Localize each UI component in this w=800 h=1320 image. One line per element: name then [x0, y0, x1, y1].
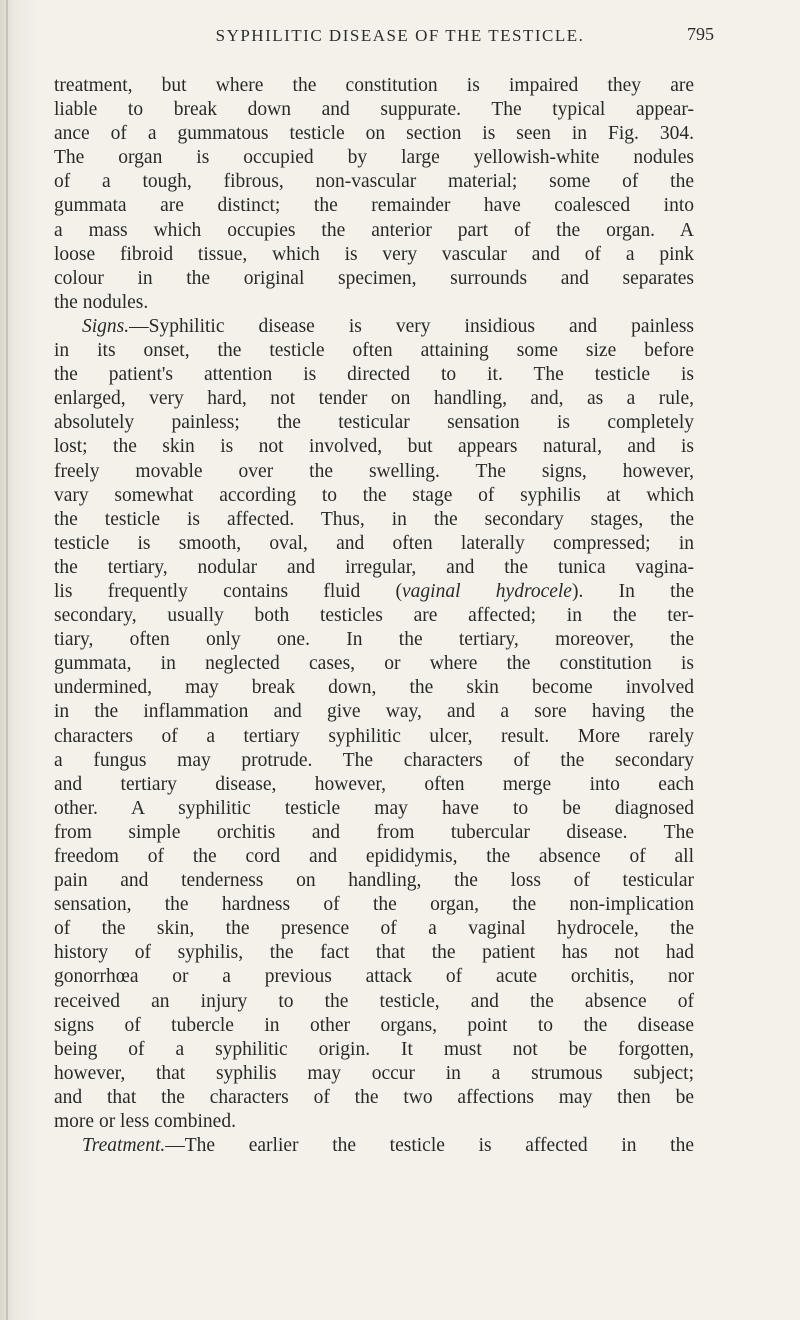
text-line: gummata, in neglected cases, or where the constitution is — [54, 653, 694, 675]
text-line: loose fibroid tissue, which is very vascular and of a pink — [54, 243, 694, 265]
text-line: freely movable over the swelling. The signs, however, — [54, 460, 694, 482]
text-line: in its onset, the testicle often attaining some size before — [54, 340, 694, 362]
text-line: tiary, often only one. In the tertiary, moreover, the — [54, 629, 694, 651]
page-number: 795 — [687, 24, 714, 44]
text-line: a fungus may protrude. The characters of the secondary — [54, 749, 694, 771]
text-line: enlarged, very hard, not tender on handling, and, as a rule, — [54, 388, 694, 410]
text-line: of a tough, fibrous, non-vascular material; some of the — [54, 171, 694, 193]
text-line: liable to break down and suppurate. The typical appear- — [54, 99, 694, 121]
text-line-treatment-start — [54, 1134, 694, 1158]
running-header-title: SYPHILITIC DISEASE OF THE TESTICLE. — [215, 26, 585, 45]
paragraph-treatment — [54, 1134, 694, 1158]
text-line: pain and tenderness on handling, the loss of testicular — [54, 870, 694, 892]
paragraph-gummatous-appearance — [54, 74, 694, 315]
text-line: the patient's attention is directed to it. The testicle is — [54, 364, 694, 386]
text-line: characters of a tertiary syphilitic ulcer, result. More rarely — [54, 725, 694, 747]
text-line: ance of a gummatous testicle on section is seen in Fig. 304. — [54, 123, 694, 145]
text-fragment: —The earlier the testicle is affected in the — [165, 1135, 694, 1157]
text-line: gummata are distinct; the remainder have coalesced into — [54, 195, 694, 217]
text-line: signs of tubercle in other organs, point to the disease — [54, 1014, 694, 1036]
text-line: history of syphilis, the fact that the patient has not had — [54, 942, 694, 964]
text-line: and tertiary disease, however, often merge into each — [54, 773, 694, 795]
text-line: testicle is smooth, oval, and often laterally compressed; in — [54, 532, 694, 554]
text-line: of the skin, the presence of a vaginal hydrocele, the — [54, 918, 694, 940]
text-line: freedom of the cord and epididymis, the absence of all — [54, 846, 694, 867]
text-line-signs-start — [54, 315, 694, 339]
text-fragment: lis frequently contains fluid ( — [54, 580, 403, 602]
text-line: from simple orchitis and from tubercular disease. The — [54, 821, 694, 843]
text-fragment: ). In the — [571, 580, 694, 602]
body-text — [54, 74, 694, 1158]
text-line: the testicle is affected. Thus, in the secondary stages, the — [54, 508, 694, 530]
text-line: gonorrhœa or a previous attack of acute orchitis, nor — [54, 966, 694, 988]
text-line: The organ is occupied by large yellowish-white nodules — [54, 147, 694, 169]
text-line: a mass which occupies the anterior part of the organ. A — [54, 219, 694, 241]
text-line: treatment, but where the constitution is impaired they are — [54, 75, 694, 96]
text-line: other. A syphilitic testicle may have to be diagnosed — [54, 797, 694, 819]
page-gutter — [6, 0, 8, 1320]
text-line: undermined, may break down, the skin become involved — [54, 677, 694, 699]
text-line: being of a syphilitic origin. It must not be forgotten, — [54, 1038, 694, 1060]
text-line: and that the characters of the two affections may then be — [54, 1086, 694, 1108]
text-line: however, that syphilis may occur in a strumous subject; — [54, 1062, 694, 1084]
text-line: lost; the skin is not involved, but appears natural, and is — [54, 436, 694, 458]
text-fragment: —Syphilitic disease is very insidious and painless — [129, 315, 694, 337]
text-line: received an injury to the testicle, and the absence of — [54, 990, 694, 1012]
text-line: secondary, usually both testicles are affected; in the ter- — [54, 605, 694, 627]
paragraph-signs — [54, 315, 694, 1134]
text-line: absolutely painless; the testicular sensation is completely — [54, 412, 694, 434]
text-line: sensation, the hardness of the organ, the non-implication — [54, 894, 694, 916]
term-vaginal-hydrocele: vaginal hydrocele — [402, 580, 572, 602]
text-line: the nodules. — [54, 291, 149, 313]
text-line: in the inflammation and give way, and a sore having the — [54, 701, 694, 723]
text-line: vary somewhat according to the stage of syphilis at which — [54, 484, 694, 506]
text-line-vaginal-hydrocele — [54, 580, 694, 604]
text-line: more or less combined. — [54, 1111, 236, 1133]
text-line: the tertiary, nodular and irregular, and the tunica vagina- — [54, 556, 694, 578]
text-line: colour in the original specimen, surrounds and separates — [54, 267, 694, 289]
section-heading-signs: Signs. — [82, 315, 130, 337]
section-heading-treatment: Treatment. — [82, 1135, 166, 1157]
